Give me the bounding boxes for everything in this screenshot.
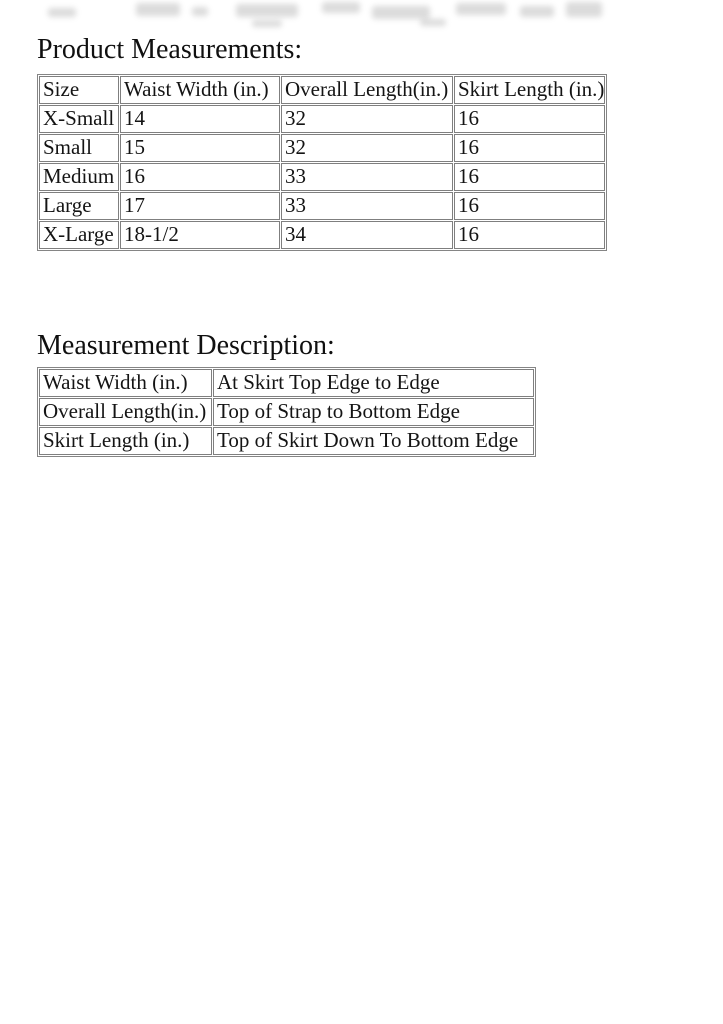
table-cell: 33	[281, 192, 453, 220]
table-cell: 16	[454, 192, 605, 220]
table-row	[39, 192, 605, 220]
table-cell: X-Large	[39, 221, 119, 249]
column-header-overall-length: Overall Length(in.)	[281, 76, 453, 104]
table-row	[39, 105, 605, 133]
measurement-description-table	[37, 367, 536, 457]
product-measurements-heading: Product Measurements:	[37, 34, 303, 65]
table-cell: 32	[281, 105, 453, 133]
table-cell: Large	[39, 192, 119, 220]
table-cell: 18-1/2	[120, 221, 280, 249]
product-measurements-table	[37, 74, 607, 251]
table-cell: 32	[281, 134, 453, 162]
table-cell: 16	[454, 134, 605, 162]
table-cell: Small	[39, 134, 119, 162]
cropped-text-artifact	[0, 0, 723, 34]
column-header-size: Size	[39, 76, 119, 104]
table-cell: 14	[120, 105, 280, 133]
measure-description-cell: Top of Skirt Down To Bottom Edge	[213, 427, 534, 455]
table-row	[39, 221, 605, 249]
header-row	[39, 76, 605, 104]
measurement-description-heading: Measurement Description:	[37, 330, 335, 361]
column-header-waist-width: Waist Width (in.)	[120, 76, 280, 104]
table-row	[39, 369, 534, 397]
table-cell: 33	[281, 163, 453, 191]
measure-name-cell: Waist Width (in.)	[39, 369, 212, 397]
table-cell: Medium	[39, 163, 119, 191]
measure-name-cell: Overall Length(in.)	[39, 398, 212, 426]
table-row	[39, 163, 605, 191]
table-row	[39, 134, 605, 162]
column-header-skirt-length: Skirt Length (in.)	[454, 76, 605, 104]
table-cell: X-Small	[39, 105, 119, 133]
table-cell: 34	[281, 221, 453, 249]
table-cell: 16	[120, 163, 280, 191]
table-cell: 16	[454, 105, 605, 133]
measure-description-cell: Top of Strap to Bottom Edge	[213, 398, 534, 426]
table-row	[39, 427, 534, 455]
measure-description-cell: At Skirt Top Edge to Edge	[213, 369, 534, 397]
table-cell: 15	[120, 134, 280, 162]
table-row	[39, 398, 534, 426]
table-cell: 17	[120, 192, 280, 220]
measure-name-cell: Skirt Length (in.)	[39, 427, 212, 455]
table-cell: 16	[454, 221, 605, 249]
table-cell: 16	[454, 163, 605, 191]
